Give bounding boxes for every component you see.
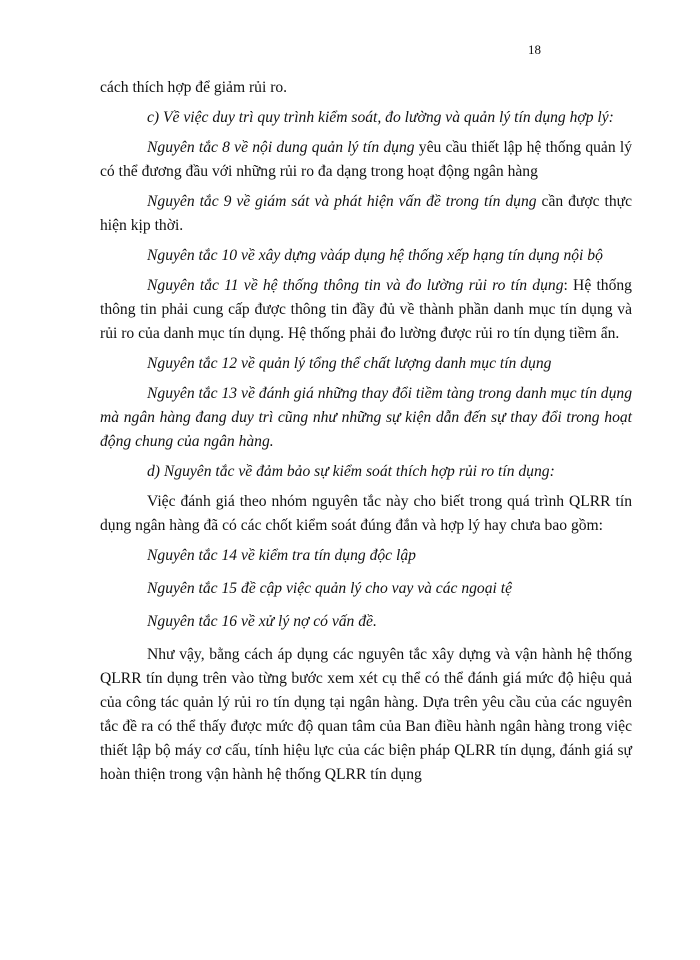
- principle-11-title: Nguyên tắc 11 về hệ thống thông tin và đo lường rủi ro tín dụng: [147, 277, 564, 294]
- principle-11-body: : Hệ thống thông tin phải cung cấp được thông tin đầy đủ về thành phần danh mục tín dụng và rủi ro của danh mục tín dụng. Hệ thống phải đo lường được rủi ro tín dụng tiềm ẩn.: [100, 277, 632, 342]
- section-heading-c: c) Về việc duy trì quy trình kiểm soát, đo lường và quản lý tín dụng hợp lý:: [147, 109, 614, 126]
- document-body: [100, 76, 632, 793]
- principle-8-title: Nguyên tắc 8 về nội dung quản lý tín dụng: [147, 139, 415, 156]
- principle-8-body: yêu cầu thiết lập hệ thống quản lý có thể đương đầu với những rủi ro đa dạng trong hoạt động ngân hàng: [100, 139, 632, 180]
- page-number: 18: [528, 42, 541, 57]
- principle-15: Nguyên tắc 15 đề cập việc quản lý cho vay và các ngoại tệ: [147, 580, 513, 597]
- principle-9-title: Nguyên tắc 9 về giám sát và phát hiện vấn đề trong tín dụng: [147, 193, 537, 210]
- principle-8: [100, 136, 632, 184]
- paragraph-continuation: cách thích hợp để giảm rủi ro.: [100, 79, 288, 96]
- principle-16: Nguyên tắc 16 về xử lý nợ có vấn đề.: [147, 613, 377, 630]
- principle-11: [100, 274, 632, 346]
- principle-9: [100, 190, 632, 238]
- principle-10: Nguyên tắc 10 về xây dựng vàáp dụng hệ thống xếp hạng tín dụng nội bộ: [147, 247, 603, 264]
- section-d-intro: Việc đánh giá theo nhóm nguyên tắc này cho biết trong quá trình QLRR tín dụng ngân hàng đã có các chốt kiểm soát đúng đắn và hợp lý hay chưa bao gồm:: [100, 493, 632, 534]
- principle-14: Nguyên tắc 14 về kiểm tra tín dụng độc lập: [147, 547, 416, 564]
- principle-12: Nguyên tắc 12 về quản lý tổng thể chất lượng danh mục tín dụng: [147, 355, 552, 372]
- principle-13: Nguyên tắc 13 về đánh giá những thay đổi tiềm tàng trong danh mục tín dụng mà ngân hàng đang duy trì cũng như những sự kiện dẫn đến sự thay đổi trong hoạt động chung của ngân hàng.: [100, 385, 632, 450]
- conclusion-paragraph: Như vậy, bằng cách áp dụng các nguyên tắc xây dựng và vận hành hệ thống QLRR tín dụng trên vào từng bước xem xét cụ thể có thể đánh giá mức độ hiệu quả của công tác quản lý rủi ro tín dụng tại ngân hàng. Dựa trên yêu cầu của các nguyên tắc đề ra có thể thấy được mức độ quan tâm của Ban điều hành ngân hàng trong việc thiết lập bộ máy cơ cấu, tính hiệu lực của các biện pháp QLRR tín dụng, đánh giá sự hoàn thiện trong vận hành hệ thống QLRR tín dụng: [100, 646, 632, 783]
- principle-9-body: cần được thực hiện kịp thời.: [100, 193, 632, 234]
- section-heading-d: d) Nguyên tắc về đảm bảo sự kiểm soát thích hợp rủi ro tín dụng:: [147, 463, 555, 480]
